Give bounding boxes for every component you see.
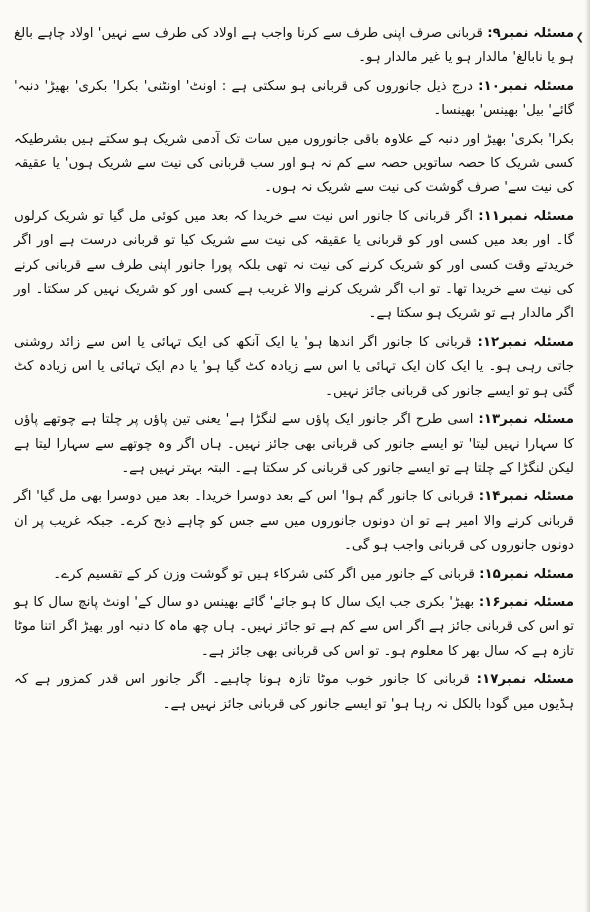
- masala-heading: مسئلہ نمبر۹:: [487, 26, 574, 41]
- bullet-mark-icon: ❮: [575, 32, 584, 43]
- masala-text: اسی طرح اگر جانور ایک پاؤں سے لنگڑا ہے' یعنی تین پاؤں پر چلتا ہے چوتھے پاؤں کا سہارا نہیں لیتا' تو ایسے جانور کی قربانی بھی جائز نہیں۔ ہاں اگر وہ چوتھے سے سہارا لیتا ہے لیکن لنگڑا کے چلتا ہے تو ایسے جانور کی قربانی کر سکتا ہے۔ البتہ بہتر نہیں ہے۔: [14, 412, 574, 476]
- masala-heading: مسئلہ نمبر۱۶:: [478, 594, 574, 610]
- masala-text: بکرا' بکری' بھیڑ اور دنبہ کے علاوہ باقی جانوروں میں سات تک آدمی شریک ہو سکتے ہیں بشرطیکہ کسی شریک کا حصہ ساتویں حصہ سے کم نہ ہو اور سب قربانی کی نیت سے شریک ہوں' یا عقیقہ کی نیت سے' صرف گوشت کی نیت سے شریک نہ ہوں۔: [14, 131, 574, 196]
- masala-heading: مسئلہ نمبر۱۰:: [478, 78, 574, 94]
- masala-heading: مسئلہ نمبر۱۵:: [479, 566, 574, 582]
- masala-text: قربانی کے جانور میں اگر کئی شرکاء ہیں تو گوشت وزن کر کے تقسیم کرے۔: [53, 566, 480, 582]
- paragraph-masala-12: [14, 331, 574, 404]
- masala-text: قربانی کا جانور اگر اندھا ہو' یا ایک آنکھ کی ایک تہائی یا اس سے زائد روشنی جاتی رہی ہو۔ یا ایک کان ایک تہائی یا اس سے زیادہ کٹ گیا ہو' یا دم ایک تہائی یا اس زیادہ کٹ گئی ہو تو ایسے جانور کی قربانی جائز نہیں۔: [14, 334, 574, 399]
- masala-text: بھیڑ' بکری جب ایک سال کا ہو جائے' گائے بھینس دو سال کے' اونٹ پانچ سال کا ہو تو اس کی قربانی جائز ہے اگر اس سے کم ہے تو جائز نہیں۔ ہاں چھ ماہ کا دنبہ اور بھیڑ اگر اتنا موٹا تازہ ہے کہ سال بھر کا معلوم ہو۔ تو اس کی قربانی بھی جائز ہے۔: [14, 594, 574, 659]
- masala-text: اگر قربانی کا جانور اس نیت سے خریدا کہ بعد میں کوئی مل گیا تو شریک کرلوں گا۔ اور بعد میں کسی اور کو قربانی یا عقیقہ کی نیت سے شریک کیا تو قربانی درست ہے اور اگر خریدتے وقت کسی اور کو شریک کرنے کی نیت نہ تھی بلکہ پورا جانور اپنی طرف سے قربانی کرنے کی نیت سے خریدا تھا۔ تو اب اگر شریک کرنے والا غریب ہے کسی اور کو شریک نہیں کر سکتا۔ اور اگر مالدار ہے تو شریک ہو سکتا ہے۔: [14, 208, 574, 322]
- masala-text: قربانی صرف اپنی طرف سے کرنا واجب ہے اولاد کی طرف سے نہیں' اولاد چاہے بالغ ہو یا نابالغ' مالدار ہو یا غیر مالدار ہو۔: [14, 26, 574, 66]
- masala-heading: مسئلہ نمبر۱۳:: [478, 412, 574, 428]
- masala-heading: مسئلہ نمبر۱۷:: [476, 672, 574, 688]
- paragraph-masala-9: [14, 22, 584, 71]
- masala-heading: مسئلہ نمبر۱۱:: [478, 208, 574, 224]
- masala-text: قربانی کا جانور گم ہوا' اس کے بعد دوسرا خریدا۔ بعد میں دوسرا بھی مل گیا' اگر قربانی کرنے والا امیر ہے تو ان دونوں جانوروں میں سے جس کو چاہے ذبح کرے۔ جبکہ غریب پر ان دونوں جانوروں کی قربانی واجب ہو گی۔: [14, 489, 574, 554]
- masala-heading: مسئلہ نمبر۱۴:: [478, 489, 574, 505]
- paragraph-masala-11: [14, 205, 574, 327]
- paragraph-masala-13: [14, 408, 574, 481]
- masala-text: درج ذیل جانوروں کی قربانی ہو سکتی ہے : اونٹ' اونٹنی' بکرا' بکری' بھیڑ' دنبہ' گائے' بیل' بھینس' بھینسا۔: [14, 78, 574, 119]
- paragraph-masala-10: [14, 75, 574, 124]
- paragraph-masala-16: [14, 591, 574, 664]
- paragraph-masala-15: [14, 563, 574, 587]
- paragraph-masala-14: [14, 485, 574, 558]
- paragraph-sharikat: [14, 128, 574, 201]
- paragraph-masala-17: [14, 668, 574, 717]
- masala-text: قربانی کا جانور خوب موٹا تازہ ہونا چاہیے۔ اگر جانور اس قدر کمزور ہے کہ ہڈیوں میں گودا بالکل نہ رہا ہو' تو ایسے جانور کی قربانی جائز نہیں ہے۔: [14, 672, 574, 712]
- masala-heading: مسئلہ نمبر۱۲:: [477, 334, 574, 350]
